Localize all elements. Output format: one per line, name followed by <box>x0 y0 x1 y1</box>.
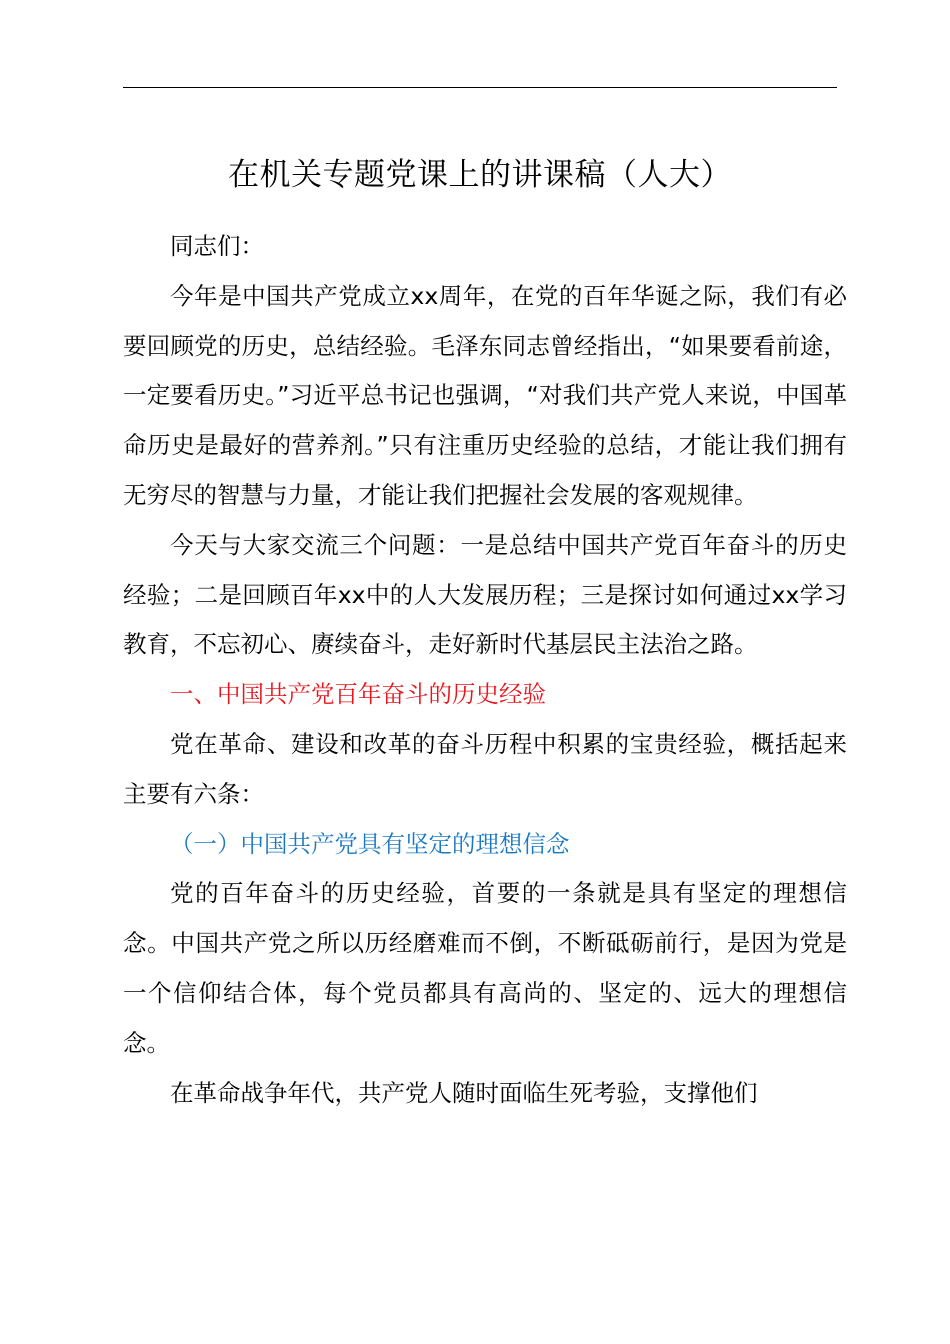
header-rule <box>123 87 837 88</box>
body-paragraph: 今年是中国共产党成立xx周年，在党的百年华诞之际，我们有必要回顾党的历史，总结经验。毛泽东同志曾经指出，“如果要看前途，一定要看历史。”习近平总书记也强调，“对我们共产党人来说，中国革命历史是最好的营养剂。”只有注重历史经验的总结，才能让我们拥有无穷尽的智慧与力量，才能让我们把握社会发展的客观规律。 <box>123 281 847 509</box>
subsection-heading: （一）中国共产党具有坚定的理想信念 <box>170 829 570 858</box>
document-body <box>123 222 847 1118</box>
section-heading: 一、中国共产党百年奋斗的历史经验 <box>170 680 546 709</box>
body-paragraph: 党的百年奋斗的历史经验，首要的一条就是具有坚定的理想信念。中国共产党之所以历经磨难而不倒，不断砥砺前行，是因为党是一个信仰结合体，每个党员都具有高尚的、坚定的、远大的理想信念。 <box>123 879 847 1057</box>
body-paragraph: 党在革命、建设和改革的奋斗历程中积累的宝贵经验，概括起来主要有六条： <box>123 729 847 808</box>
body-paragraph: 今天与大家交流三个问题：一是总结中国共产党百年奋斗的历史经验；二是回顾百年xx中的人大发展历程；三是探讨如何通过xx学习教育，不忘初心、赓续奋斗，走好新时代基层民主法治之路。 <box>123 530 847 659</box>
document-title: 在机关专题党课上的讲课稿（人大） <box>228 157 732 193</box>
salutation: 同志们： <box>170 232 264 260</box>
body-paragraph: 在革命战争年代，共产党人随时面临生死考验，支撑他们 <box>170 1078 758 1107</box>
